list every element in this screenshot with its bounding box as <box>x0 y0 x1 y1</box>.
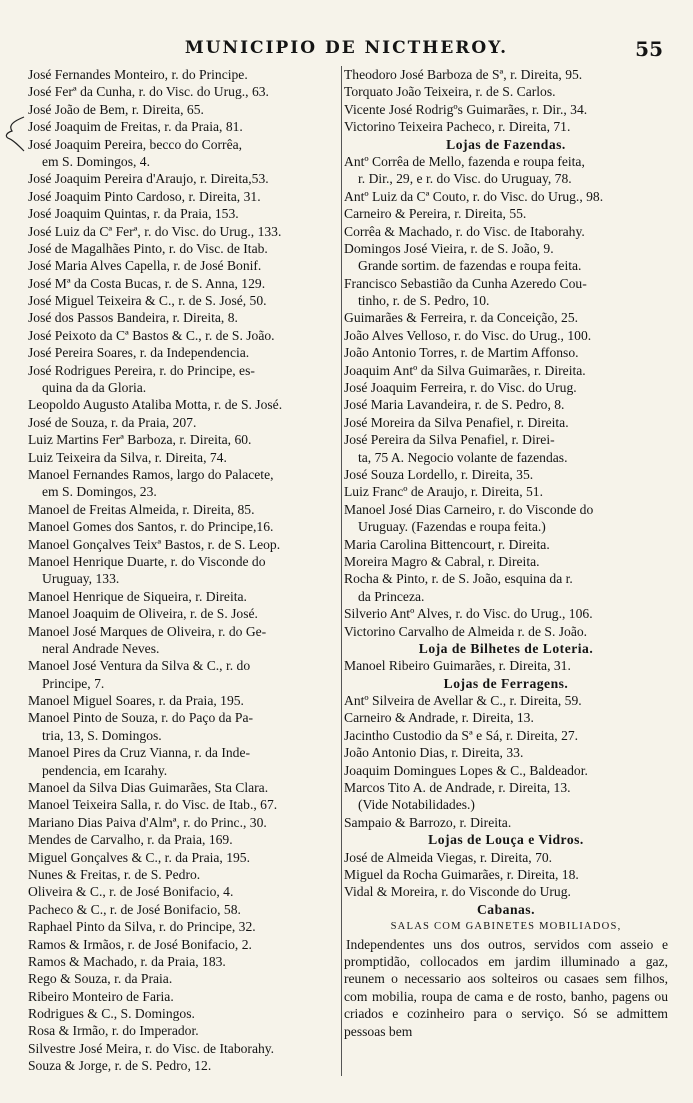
section-heading: Cabanas. <box>476 901 536 917</box>
column-divider <box>341 66 342 1076</box>
directory-entry-line: Antº Luiz da Cª Couto, r. do Visc. do Urug., 98. <box>344 188 604 204</box>
page-title: MUNICIPIO DE NICTHEROY. <box>184 38 509 58</box>
directory-entry-line: João Antonio Torres, r. de Martim Affonso. <box>344 345 579 361</box>
directory-entry-line: José Maria Lavandeira, r. de S. Pedro, 8. <box>344 397 565 413</box>
directory-entry-line: Joaquim Domingues Lopes & C., Baldeador. <box>344 762 588 778</box>
directory-entry-line: Vidal & Moreira, r. do Visconde do Urug. <box>344 884 571 900</box>
directory-entry-line: Pacheco & C., r. de José Bonifacio, 58. <box>28 901 241 917</box>
directory-entry-line: José Joaquim Ferreira, r. do Visc. do Urug. <box>344 380 577 396</box>
directory-entry-line: Rosa & Irmão, r. do Imperador. <box>28 1023 199 1039</box>
directory-entry-line: José Souza Lordello, r. Direita, 35. <box>344 466 534 482</box>
directory-entry-line: José de Magalhães Pinto, r. do Visc. de Itab. <box>28 240 268 256</box>
section-heading: Lojas de Ferragens. <box>443 675 569 691</box>
directory-entry-line: José Mª da Costa Bucas, r. de S. Anna, 129. <box>28 275 266 291</box>
handwritten-bracket-mark <box>4 115 28 155</box>
directory-entry-line: Leopoldo Augusto Ataliba Motta, r. de S. José. <box>28 397 283 413</box>
directory-entry-line: José João de Bem, r. Direita, 65. <box>28 101 204 117</box>
directory-entry-line: Raphael Pinto da Silva, r. do Principe, 32. <box>28 919 256 935</box>
directory-entry-line: Sampaio & Barrozo, r. Direita. <box>344 814 512 830</box>
directory-entry-line: Miguel da Rocha Guimarães, r. Direita, 18. <box>344 866 579 882</box>
directory-entry-line: José Joaquim Pereira d'Araujo, r. Direita,53. <box>28 171 269 187</box>
directory-entry-line: Antº Corrêa de Mello, fazenda e roupa feita, <box>344 153 585 169</box>
directory-entry-line: Antº Silveira de Avellar & C., r. Direita, 59. <box>344 693 582 709</box>
directory-entry-line: Manoel de Freitas Almeida, r. Direita, 85. <box>28 501 255 517</box>
directory-entry-line: neral Andrade Neves. <box>42 640 160 656</box>
directory-entry-line: Torquato João Teixeira, r. de S. Carlos. <box>344 84 556 100</box>
directory-entry-line: Moreira Magro & Cabral, r. Direita. <box>344 553 540 569</box>
page-header <box>0 38 693 64</box>
directory-entry-line: Silverio Antº Alves, r. do Visc. do Urug., 106. <box>344 606 593 622</box>
directory-entry-line: Rego & Souza, r. da Praia. <box>28 971 173 987</box>
page-number: 55 <box>635 37 663 61</box>
directory-entry-line: Nunes & Freitas, r. de S. Pedro. <box>28 866 201 882</box>
directory-entry-line: Manoel Fernandes Ramos, largo do Palacete, <box>28 466 274 482</box>
directory-entry-line: José Miguel Teixeira & C., r. de S. José, 50. <box>28 293 267 309</box>
directory-entry-line: da Princeza. <box>358 588 425 604</box>
directory-entry-line: José Rodrigues Pereira, r. do Principe, es- <box>28 362 255 378</box>
directory-entry-line: Grande sortim. de fazendas e roupa feita. <box>358 258 582 274</box>
directory-entry-line: João Antonio Dias, r. Direita, 33. <box>344 745 524 761</box>
directory-entry-line: em S. Domingos, 23. <box>42 484 157 500</box>
directory-entry-line: Carneiro & Andrade, r. Direita, 13. <box>344 710 534 726</box>
directory-entry-line: Manoel Joaquim de Oliveira, r. de S. José. <box>28 606 258 622</box>
directory-entry-line: tria, 13, S. Domingos. <box>42 727 162 743</box>
directory-entry-line: r. Dir., 29, e r. do Visc. do Uruguay, 78. <box>358 171 572 187</box>
directory-entry-line: ta, 75 A. Negocio volante de fazendas. <box>358 449 568 465</box>
directory-entry-line: Luiz Francº de Araujo, r. Direita, 51. <box>344 484 544 500</box>
directory-entry-line: Maria Carolina Bittencourt, r. Direita. <box>344 536 550 552</box>
directory-entry-line: Guimarães & Ferreira, r. da Conceição, 25. <box>344 310 579 326</box>
directory-entry-line: José Pereira Soares, r. da Independencia. <box>28 345 250 361</box>
directory-entry-line: José Fernandes Monteiro, r. do Principe. <box>28 67 248 82</box>
directory-entry-line: Vicente José Rodrigºs Guimarães, r. Dir., 34. <box>344 101 588 117</box>
directory-entry-line: pendencia, em Icarahy. <box>42 762 168 778</box>
directory-entry-line: tinho, r. de S. Pedro, 10. <box>358 293 490 309</box>
directory-entry-line: Oliveira & C., r. de José Bonifacio, 4. <box>28 884 234 900</box>
right-column <box>344 66 668 1040</box>
directory-entry-line: Silvestre José Meira, r. do Visc. de Itaborahy. <box>28 1040 275 1056</box>
directory-entry-line: Rocha & Pinto, r. de S. João, esquina da r. <box>344 571 573 587</box>
directory-entry-line: Souza & Jorge, r. de S. Pedro, 12. <box>28 1058 212 1074</box>
directory-entry-line: Manoel José Marques de Oliveira, r. do Ge- <box>28 623 267 639</box>
directory-entry-line: Manoel Henrique Duarte, r. do Visconde do <box>28 553 266 569</box>
directory-entry-line: Principe, 7. <box>42 675 105 691</box>
directory-entry-line: Victorino Carvalho de Almeida r. de S. João. <box>344 623 588 639</box>
directory-entry-line: Corrêa & Machado, r. do Visc. de Itaborahy. <box>344 223 585 239</box>
directory-entry-line: Ribeiro Monteiro de Faria. <box>28 988 174 1004</box>
directory-entry-line: José Joaquim Quintas, r. da Praia, 153. <box>28 206 239 222</box>
directory-entry-line: Victorino Teixeira Pacheco, r. Direita, 71. <box>344 119 571 135</box>
directory-entry-line: João Alves Velloso, r. do Visc. do Urug., 100. <box>344 327 592 343</box>
directory-entry-line: Miguel Gonçalves & C., r. da Praia, 195. <box>28 849 250 865</box>
directory-entry-line: Manoel Miguel Soares, r. da Praia, 195. <box>28 693 244 709</box>
directory-entry-line: Ramos & Irmãos, r. de José Bonifacio, 2. <box>28 936 252 952</box>
directory-entry-line: Rodrigues & C., S. Domingos. <box>28 1006 195 1022</box>
directory-entry-line: Jacintho Custodio da Sª e Sá, r. Direita, 27. <box>344 727 579 743</box>
directory-entry-line: José Joaquim de Freitas, r. da Praia, 81. <box>28 119 243 135</box>
directory-entry-line: Manoel Teixeira Salla, r. do Visc. de Itab., 67. <box>28 797 278 813</box>
directory-entry-line: Carneiro & Pereira, r. Direita, 55. <box>344 206 527 222</box>
directory-entry-line: quina da da Gloria. <box>42 380 147 396</box>
directory-entry-line: Uruguay, 133. <box>42 571 120 587</box>
directory-entry-line: Luiz Teixeira da Silva, r. Direita, 74. <box>28 449 227 465</box>
directory-entry-line: José dos Passos Bandeira, r. Direita, 8. <box>28 310 238 326</box>
directory-entry-line: Ramos & Machado, r. da Praia, 183. <box>28 953 226 969</box>
directory-entry-line: Manoel da Silva Dias Guimarães, Sta Clara. <box>28 780 269 796</box>
directory-entry-line: Manoel José Dias Carneiro, r. do Visconde do <box>344 501 594 517</box>
advertisement-paragraph: Independentes uns dos outros, servidos com asseio e promptidão, collocados em jardim illuminado a gaz, reunem o necessario aos solteiros ou casaes sem filhos, com mobilia, roupa de cama e de rosto, banho, pagens ou criados e cozinheiro para o serviço. Só se admittem pessoas bem <box>344 936 668 1039</box>
directory-entry-line: Manoel Pinto de Souza, r. do Paço da Pa- <box>28 710 254 726</box>
directory-entry-line: Mariano Dias Paiva d'Almª, r. do Princ., 30. <box>28 814 267 830</box>
directory-entry-line: Francisco Sebastião da Cunha Azeredo Cou- <box>344 275 587 291</box>
directory-entry-line: José de Souza, r. da Praia, 207. <box>28 414 197 430</box>
directory-entry-line: Manoel Gonçalves Teixª Bastos, r. de S. Leop. <box>28 536 281 552</box>
section-heading: Lojas de Fazendas. <box>446 136 566 152</box>
directory-entry-line: José de Almeida Viegas, r. Direita, 70. <box>344 849 553 865</box>
directory-entry-line: (Vide Notabilidades.) <box>358 797 475 813</box>
section-heading: Loja de Bilhetes de Loteria. <box>418 640 594 656</box>
directory-entry-line: Manoel Ribeiro Guimarães, r. Direita, 31. <box>344 658 571 674</box>
section-subheading: SALAS COM GABINETES MOBILIADOS, <box>390 921 622 933</box>
directory-entry-line: Marcos Tito A. de Andrade, r. Direita, 13. <box>344 780 571 796</box>
directory-entry-line: Luiz Martins Ferª Barboza, r. Direita, 60. <box>28 432 252 448</box>
directory-entry-line: Joaquim Antº da Silva Guimarães, r. Direita. <box>344 362 586 378</box>
directory-entry-line: Manoel Pires da Cruz Vianna, r. da Inde- <box>28 745 251 761</box>
directory-entry-line: Theodoro José Barboza de Sª, r. Direita, 95. <box>344 67 583 82</box>
directory-entry-line: Manoel José Ventura da Silva & C., r. do <box>28 658 251 674</box>
directory-entry-line: Manoel Gomes dos Santos, r. do Principe,16. <box>28 519 274 535</box>
directory-entry-line: em S. Domingos, 4. <box>42 153 150 169</box>
left-column <box>28 66 344 1075</box>
section-heading: Lojas de Louça e Vidros. <box>428 832 584 848</box>
directory-entry-line: José Maria Alves Capella, r. de José Bonif. <box>28 258 262 274</box>
directory-entry-line: José Pereira da Silva Penafiel, r. Direi- <box>344 432 555 448</box>
directory-entry-line: Domingos José Vieira, r. de S. João, 9. <box>344 240 554 256</box>
directory-entry-line: Uruguay. (Fazendas e roupa feita.) <box>358 519 546 535</box>
directory-entry-line: José Peixoto da Cª Bastos & C., r. de S. João. <box>28 327 275 343</box>
directory-entry-line: José Ferª da Cunha, r. do Visc. do Urug., 63. <box>28 84 269 100</box>
directory-entry-line: José Moreira da Silva Penafiel, r. Direita. <box>344 414 569 430</box>
directory-entry-line: José Joaquim Pinto Cardoso, r. Direita, 31. <box>28 188 261 204</box>
directory-entry-line: José Joaquim Pereira, becco do Corrêa, <box>28 136 243 152</box>
directory-entry-line: Manoel Henrique de Siqueira, r. Direita. <box>28 588 247 604</box>
directory-entry-line: José Luiz da Cª Ferª, r. do Visc. do Urug., 133. <box>28 223 282 239</box>
directory-entry-line: Mendes de Carvalho, r. da Praia, 169. <box>28 832 233 848</box>
